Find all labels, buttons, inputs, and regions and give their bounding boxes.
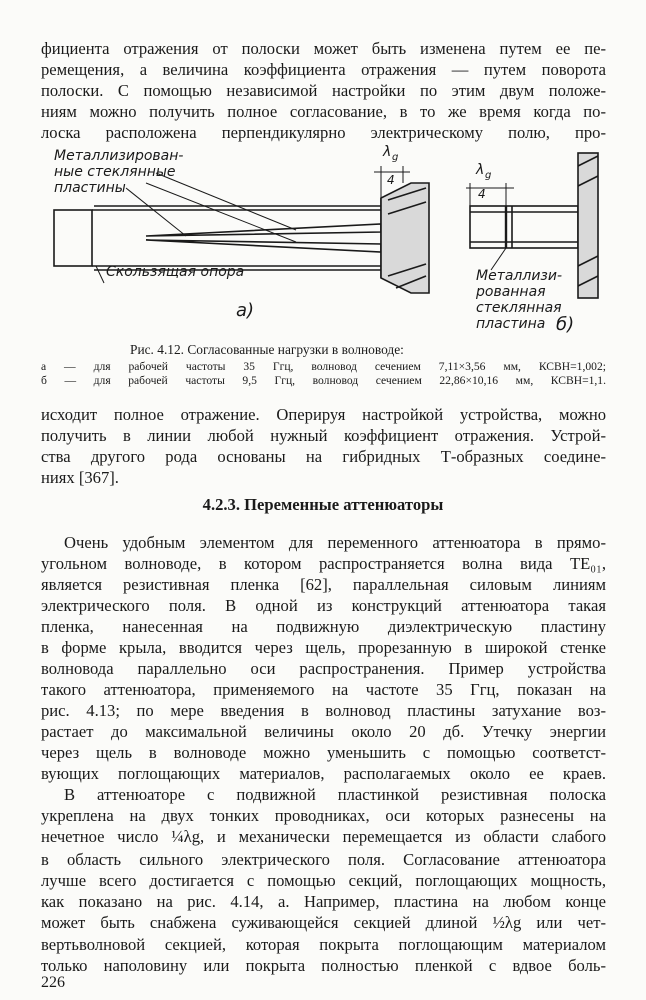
figure-caption: Рис. 4.12. Согласованные нагрузки в волноводе:: [130, 342, 404, 357]
text-line: исходит полное отражение. Оперируя настройкой устройства, можно: [41, 405, 606, 424]
text-line: является резистивная пленка [62], параллельная силовым линиям: [41, 575, 606, 594]
label-four: 4: [387, 173, 395, 187]
label-lambda: λ: [383, 144, 392, 160]
label-metal-plate-b: стеклянная: [476, 300, 562, 316]
text-line: пленка, нанесенная на подвижную диэлектрическую пластину: [41, 617, 606, 636]
label-lambda-sub-b: g: [485, 170, 492, 181]
label-metal-plates: ные стеклянные: [54, 164, 176, 180]
text-line: ства другого рода основаны на гибридных Т-образных соедине-: [41, 447, 606, 466]
text-line: вертьволновой секцией, которая покрыта поглощающим материалом: [41, 935, 606, 954]
text-line: фициента отражения от полоски может быть изменена путем ее пе-: [41, 39, 606, 58]
label-lambda-b: λ: [476, 162, 485, 178]
text-line: волновода параллельно оси распространения. Пример устройства: [41, 659, 606, 678]
glass-plate-lower: [146, 240, 381, 252]
text-line: В аттенюаторе с подвижной пластинкой резистивная полоска: [64, 785, 606, 804]
figure-caption-b: б — для рабочей частоты 9,5 Ггц, волновод сечением 22,86×10,16 мм, КСВН=1,1.: [41, 374, 606, 387]
figure-4-12: [36, 138, 606, 343]
text-line: как показано на рис. 4.14, а. Например, пластина на любом конце: [41, 892, 606, 911]
text-line: угольном волноводе, в котором распространяется волна вида TE₀₁,: [41, 554, 606, 573]
text-line: только наполовину или покрыта полностью пленкой с вдвое боль-: [41, 956, 606, 975]
page-number: 226: [41, 974, 65, 991]
text-line: ниям можно получить полное согласование, в то же время когда по-: [41, 102, 606, 121]
text-line: получить в линии любой нужный коэффициент отражения. Устрой-: [41, 426, 606, 445]
text-line: укреплена на двух тонких проводниках, оси которых разнесены на: [41, 806, 606, 825]
label-metal-plates: Металлизирован-: [54, 148, 184, 164]
text-line: нечетное число ¼λg, и механически перемещается из области слабого: [41, 827, 606, 846]
label-metal-plate-b: пластина: [476, 316, 546, 332]
text-line: вующих поглощающих материалов, располагаемых около ее краев.: [41, 764, 606, 783]
label-sliding-support: Скользящая опора: [106, 264, 245, 280]
text-line: лоска расположена перпендикулярно электрическому полю, про-: [41, 123, 606, 142]
text-line: полоски. С помощью независимой настройки по этим двум положе-: [41, 81, 606, 100]
text-line: через щель в волноводе можно уменьшить с помощью соответст-: [41, 743, 606, 762]
text-line: ниях [367].: [41, 468, 119, 487]
text-line: лучше всего достигается с помощью секций, поглощающих мощность,: [41, 871, 606, 890]
text-line: в форме крыла, вводится через щель, прорезанную в широкой стенке: [41, 638, 606, 657]
label-four-b: 4: [478, 187, 486, 201]
label-metal-plate-b: Металлизи-: [476, 268, 563, 284]
label-metal-plate-b: рованная: [476, 284, 546, 300]
flange-b: [578, 153, 598, 298]
label-part-a: а): [236, 300, 255, 321]
label-lambda-sub: g: [392, 152, 399, 163]
text-line: электрического поля. В одной из конструкций аттенюатора такая: [41, 596, 606, 615]
text-line: ремещения, а величина коэффициента отражения — путем поворота: [41, 60, 606, 79]
text-line: может быть снабжена суживающейся секцией длиной ½λg или чет-: [41, 913, 606, 932]
text-line: такого аттенюатора, применяемого на частоте 35 Ггц, показан на: [41, 680, 606, 699]
label-part-b: б): [556, 314, 575, 335]
text-line: в область сильного электрического поля. Согласование аттенюатора: [41, 850, 606, 869]
text-line: растает до максимальной величины около 20 дб. Утечку энергии: [41, 722, 606, 741]
sliding-support: [54, 210, 92, 266]
text-line: рис. 4.13; по мере введения в волновод пластины затухание воз-: [41, 701, 606, 720]
text-line: Очень удобным элементом для переменного аттенюатора в прямо-: [64, 533, 606, 552]
glass-plate-upper: [146, 224, 381, 236]
section-heading: 4.2.3. Переменные аттенюаторы: [202, 495, 444, 514]
figure-caption-a: а — для рабочей частоты 35 Ггц, волновод сечением 7,11×3,56 мм, КСВН=1,002;: [41, 360, 606, 373]
label-metal-plates: пластины: [54, 180, 126, 196]
